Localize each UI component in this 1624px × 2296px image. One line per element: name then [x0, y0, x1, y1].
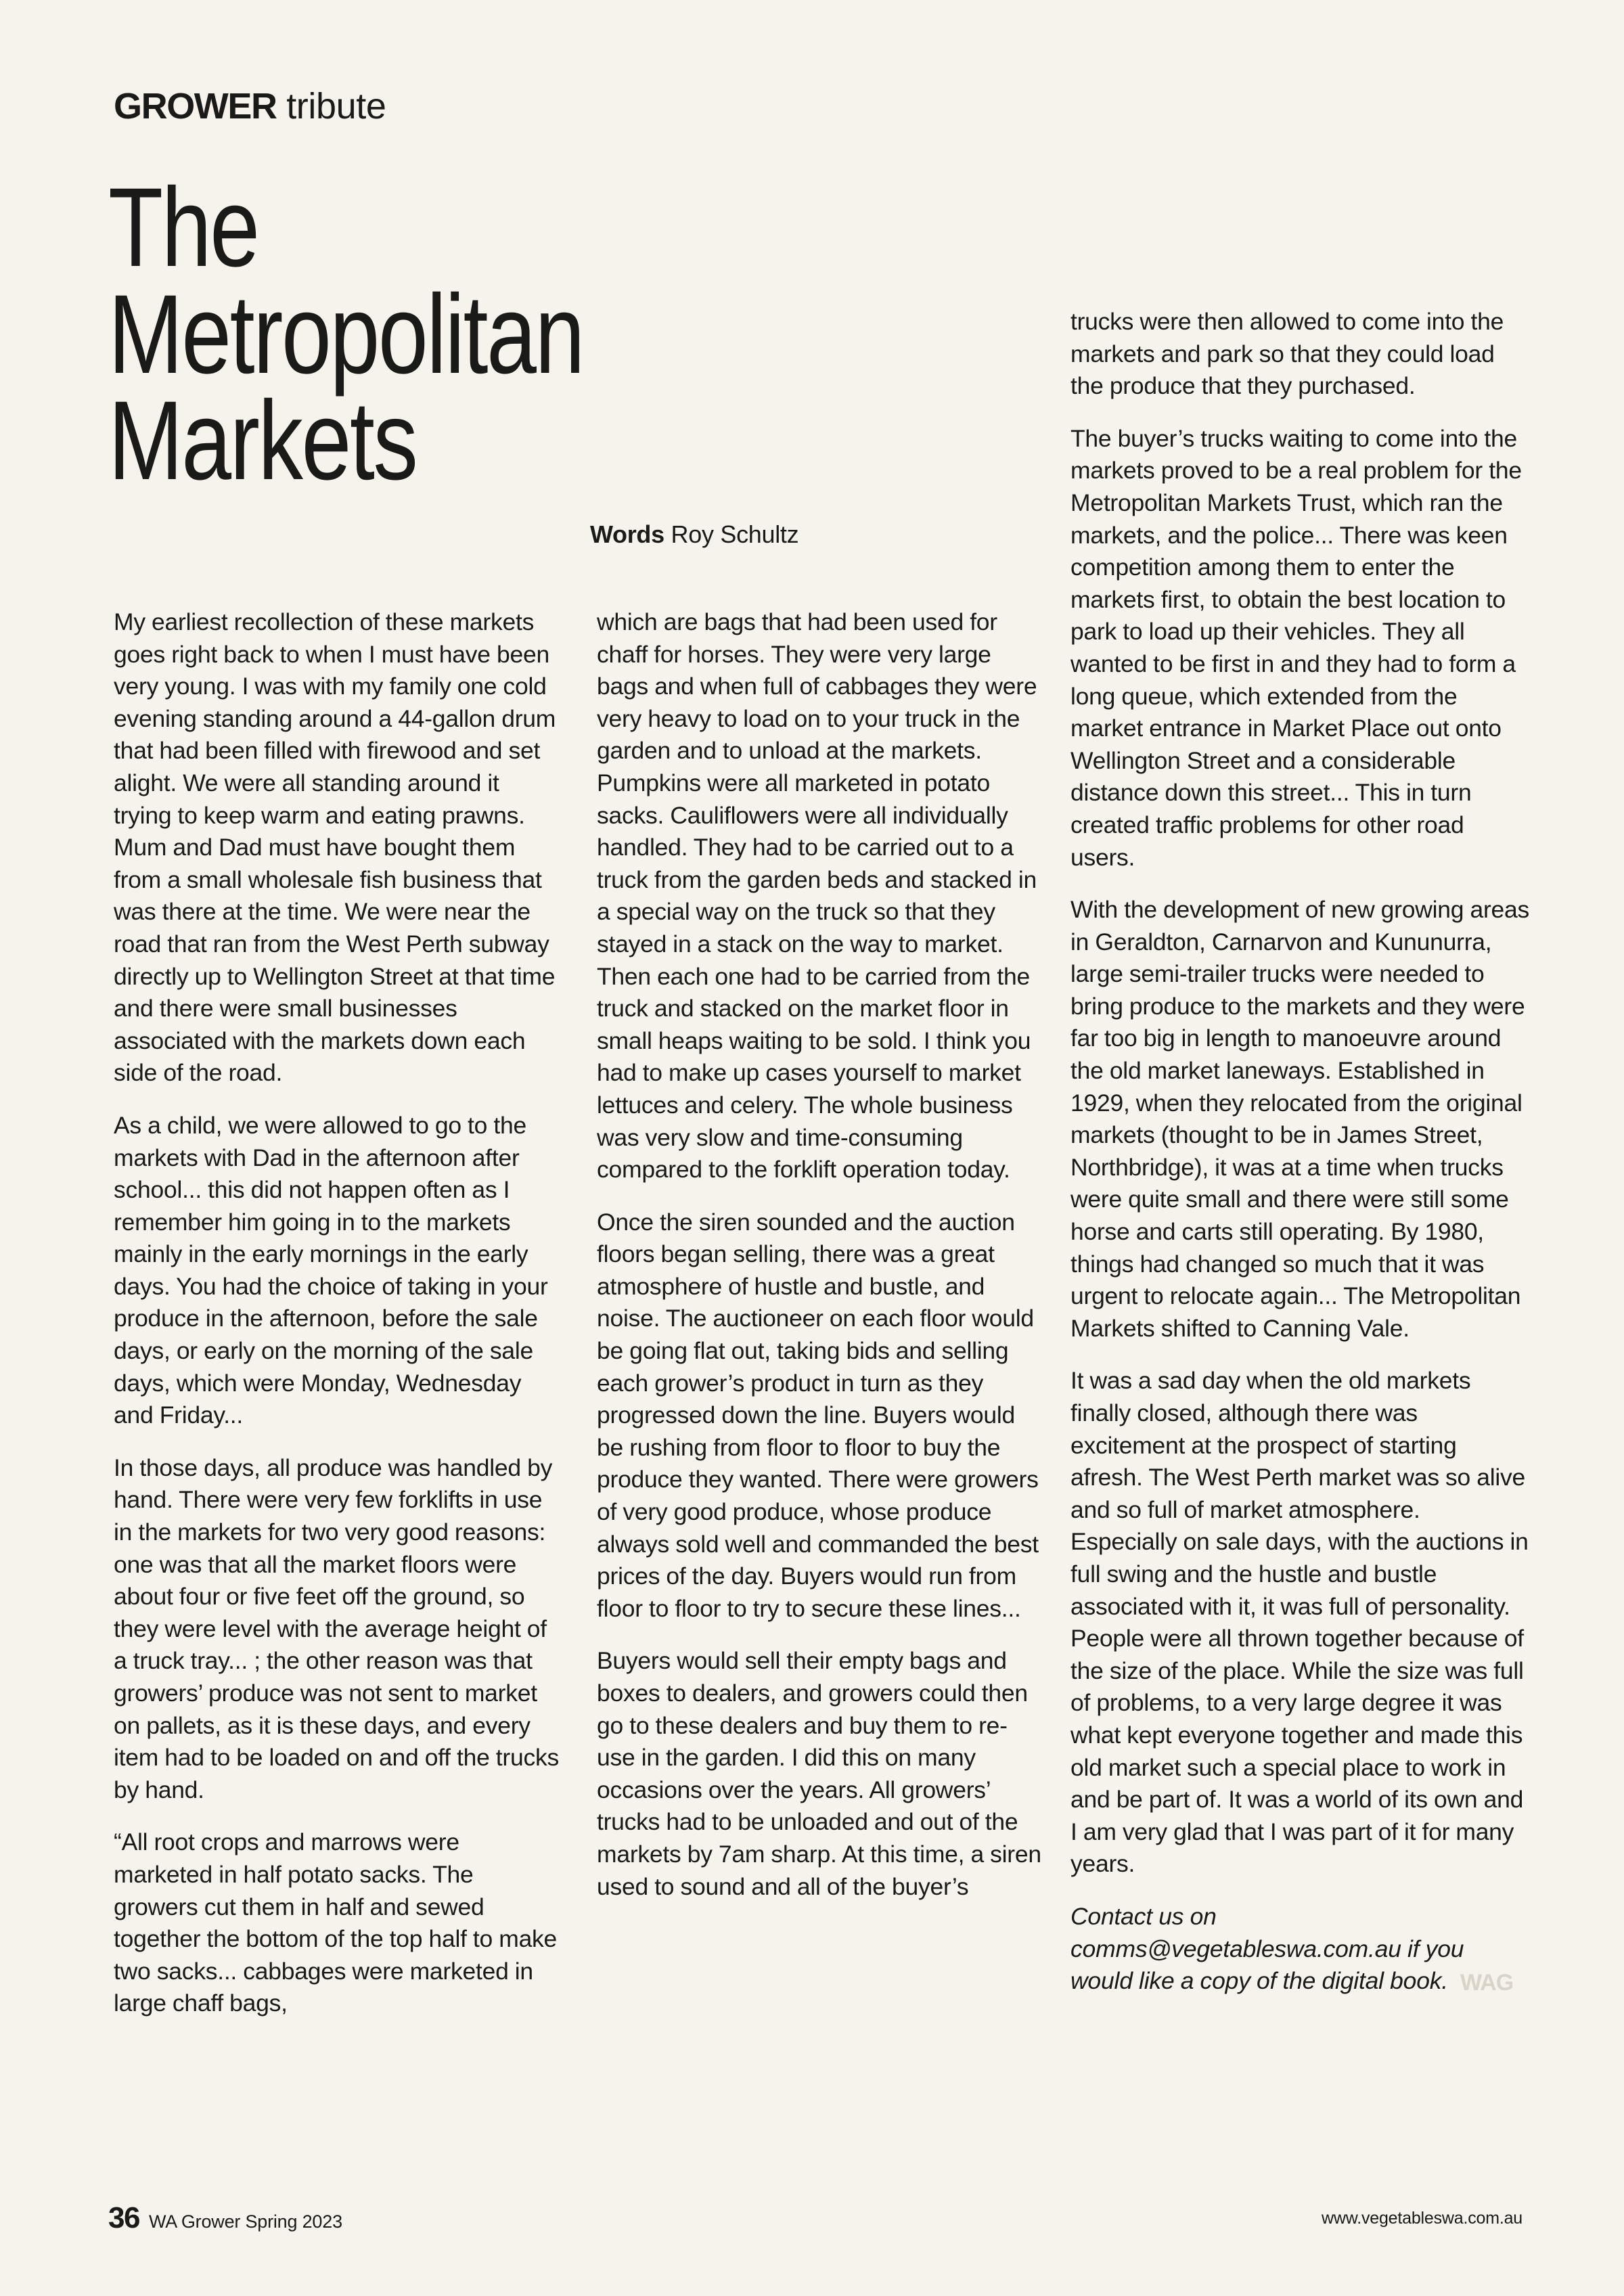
- paragraph: which are bags that had been used for chaff for horses. They were very large bags and when full of cabbages they were very heavy to load on to your truck in the garden and to unload at the markets. Pumpkins were all marketed in potato sacks. Cauliflowers were all individually handled. They had to be carried out to a truck from the garden beds and stacked in a special way on the truck so that they stayed in a stack on the way to market. Then each one had to be carried from the truck and stacked on the market floor in small heaps waiting to be sold. I think you had to make up cases yourself to market lettuces and celery. The whole business was very slow and time-consuming compared to the forklift operation today.: [597, 608, 1037, 1184]
- contact-note-text: Contact us on comms@vegetableswa.com.au if you would like a copy of the digital book.: [1070, 1902, 1464, 1995]
- byline-label: Words: [590, 520, 664, 548]
- kicker-light-text: tribute: [276, 86, 386, 127]
- section-kicker: [114, 88, 386, 125]
- paragraph: It was a sad day when the old markets finally closed, although there was excitement at the prospect of starting afresh. The West Perth market was so alive and so full of market atmosphere. Especially on sale days, with the auctions in full swing and the hustle and bustle associated with it, it was full of personality. People were all thrown together because of the size of the place. While the size was full of problems, to a very large degree it was what kept everyone together and made this old market such a special place to work in and be part of. It was a world of its own and I am very glad that I was part of it for many years.: [1070, 1367, 1529, 1878]
- headline-line-3: Markets: [108, 378, 417, 504]
- headline-block: [108, 165, 907, 504]
- byline: [590, 522, 798, 547]
- footer-publication: WA Grower Spring 2023: [148, 2211, 342, 2232]
- kicker-strong-text: GROWER: [114, 86, 277, 127]
- contact-note: [1070, 1901, 1532, 1998]
- footer-left: [108, 2203, 342, 2233]
- headline-line-1: The: [108, 165, 258, 290]
- paragraph: trucks were then allowed to come into the markets and park so that they could load the produce that they purchased.: [1070, 308, 1504, 400]
- paragraph: “All root crops and marrows were marketed in half potato sacks. The growers cut them in half and sewed together the bottom of the top half to make two sacks... cabbages were marketed in large chaff bags,: [114, 1828, 558, 2017]
- end-mark-wag: WAG: [1460, 1970, 1514, 1996]
- text-column-1: [114, 606, 562, 2020]
- text-column-2: [597, 606, 1045, 1903]
- paragraph: As a child, we were allowed to go to the markets with Dad in the afternoon after school... this did not happen often as I remember him going in to the markets mainly in the early mornings in the early days. You had the choice of taking in your produce in the afternoon, before the sale days, or early on the morning of the sale days, which were Monday, Wednesday and Friday...: [114, 1111, 548, 1429]
- byline-author: Roy Schultz: [664, 520, 799, 548]
- paragraph: With the development of new growing areas in Geraldton, Carnarvon and Kununurra, large semi-trailer trucks were needed to bring produce to the markets and they were far too big in length to manoeuvre around the old market laneways. Established in 1929, when they relocated from the original markets (thought to be in James Street, Northbridge), it was at a time when trucks were quite small and there were still some horse and carts still operating. By 1980, things had changed so much that it was urgent to relocate again... The Metropolitan Markets shifted to Canning Vale.: [1070, 896, 1530, 1342]
- paragraph: My earliest recollection of these markets goes right back to when I must have been very young. I was with my family one cold evening standing around a 44-gallon drum that had been filled with firewood and set alight. We were all standing around it trying to keep warm and eating prawns. Mum and Dad must have bought them from a small wholesale fish business that was there at the time. We were near the road that ran from the West Perth subway directly up to Wellington Street at that time and there were small businesses associated with the markets down each side of the road.: [114, 608, 556, 1087]
- text-column-3: [1070, 306, 1532, 1998]
- paragraph: Buyers would sell their empty bags and boxes to dealers, and growers could then go to these dealers and buy them to re-use in the garden. I did this on many occasions over the years. All growers’ trucks had to be unloaded and out of the markets by 7am sharp. At this time, a siren used to sound and all of the buyer’s: [597, 1647, 1041, 1900]
- paragraph: The buyer’s trucks waiting to come into the markets proved to be a real problem for the Metropolitan Markets Trust, which ran the markets, and the police... There was keen competition among them to enter the markets first, to obtain the best location to park to load up their vehicles. They all wanted to be first in and they had to form a long queue, which extended from the market entrance in Market Place out onto Wellington Street and a considerable distance down this street... This in turn created traffic problems for other road users.: [1070, 424, 1522, 871]
- paragraph: Once the siren sounded and the auction floors began selling, there was a great atmosphere of hustle and bustle, and noise. The auctioneer on each floor would be going flat out, taking bids and selling each grower’s product in turn as they progressed down the line. Buyers would be rushing from floor to floor to buy the produce they wanted. There were growers of very good produce, whose produce always sold well and commanded the best prices of the day. Buyers would run from floor to floor to try to secure these lines...: [597, 1208, 1039, 1622]
- paragraph: In those days, all produce was handled by hand. There were very few forklifts in use in the markets for two very good reasons: one was that all the market floors were about four or five feet off the ground, so they were level with the average height of a truck tray... ; the other reason was that growers’ produce was not sent to market on pallets, as it is these days, and every item had to be loaded on and off the trucks by hand.: [114, 1454, 559, 1803]
- headline-line-2: Metropolitan: [108, 271, 583, 397]
- page-number: 36: [108, 2201, 139, 2234]
- footer-website: www.vegetableswa.com.au: [1322, 2209, 1522, 2228]
- page-title: [108, 165, 747, 504]
